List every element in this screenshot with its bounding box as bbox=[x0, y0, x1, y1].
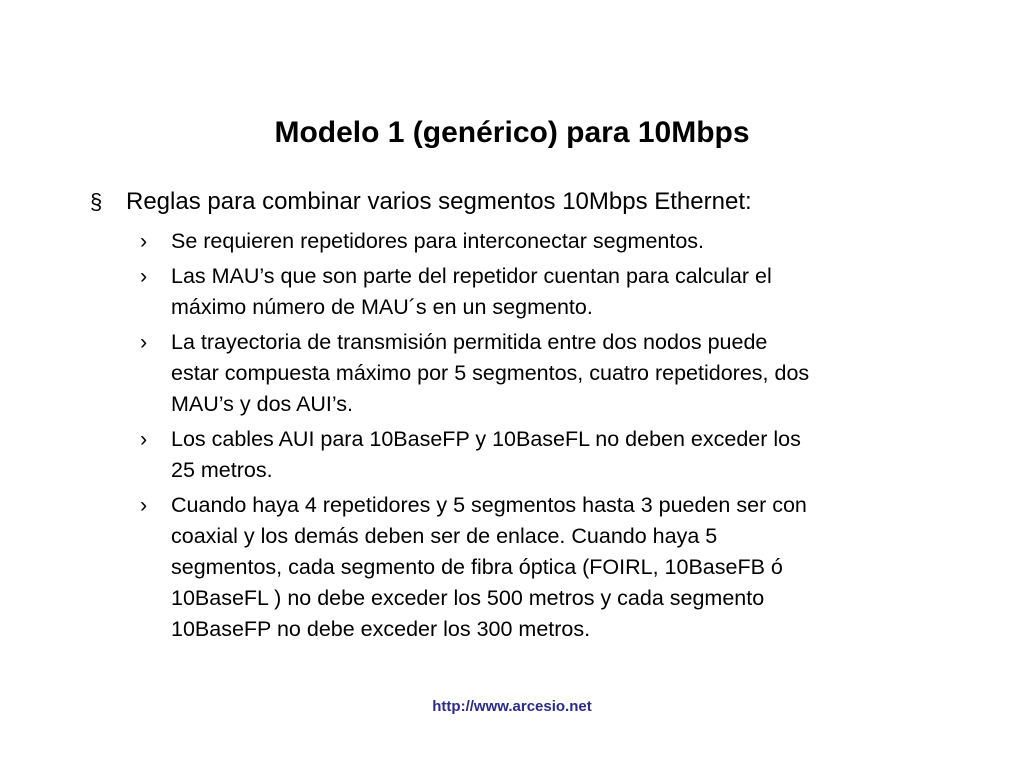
main-bullet-text: Reglas para combinar varios segmentos 10Mbps Ethernet: bbox=[126, 188, 752, 215]
sub-bullet-marker: › bbox=[140, 427, 148, 451]
sub-bullet-line: segmentos, cada segmento de fibra óptica (FOIRL, 10BaseFB ó bbox=[171, 555, 783, 579]
sub-bullet-marker: › bbox=[140, 229, 148, 253]
sub-bullet-line: Cuando haya 4 repetidores y 5 segmentos hasta 3 pueden ser con bbox=[171, 493, 807, 517]
footer-link[interactable]: http://www.arcesio.net bbox=[432, 698, 592, 715]
sub-bullet-line: estar compuesta máximo por 5 segmentos, cuatro repetidores, dos bbox=[171, 361, 810, 385]
sub-bullet-line: Los cables AUI para 10BaseFP y 10BaseFL no deben exceder los bbox=[171, 427, 801, 451]
sub-bullet-marker: › bbox=[140, 330, 148, 354]
sub-bullet-line: coaxial y los demás deben ser de enlace. Cuando haya 5 bbox=[171, 524, 718, 548]
sub-bullet-item bbox=[140, 424, 940, 486]
sub-bullet-line: Se requieren repetidores para interconectar segmentos. bbox=[171, 229, 705, 253]
sub-bullet-item bbox=[140, 261, 940, 323]
sub-bullet-item bbox=[140, 490, 940, 645]
sub-bullet-item bbox=[140, 327, 940, 420]
sub-bullet-list bbox=[140, 226, 940, 649]
sub-bullet-line: Las MAU’s que son parte del repetidor cuentan para calcular el bbox=[171, 264, 772, 288]
section-bullet-marker: § bbox=[90, 189, 103, 214]
sub-bullet-line: 25 metros. bbox=[171, 458, 273, 482]
sub-bullet-item bbox=[140, 226, 940, 257]
sub-bullet-line: 10BaseFL ) no debe exceder los 500 metros y cada segmento bbox=[171, 586, 765, 610]
slide-title: Modelo 1 (genérico) para 10Mbps bbox=[274, 116, 750, 149]
sub-bullet-line: 10BaseFP no debe exceder los 300 metros. bbox=[171, 617, 591, 641]
sub-bullet-line: máximo número de MAU´s en un segmento. bbox=[171, 295, 593, 319]
sub-bullet-marker: › bbox=[140, 493, 148, 517]
sub-bullet-line: MAU’s y dos AUI’s. bbox=[171, 392, 354, 416]
sub-bullet-marker: › bbox=[140, 264, 148, 288]
sub-bullet-line: La trayectoria de transmisión permitida entre dos nodos puede bbox=[171, 330, 768, 354]
